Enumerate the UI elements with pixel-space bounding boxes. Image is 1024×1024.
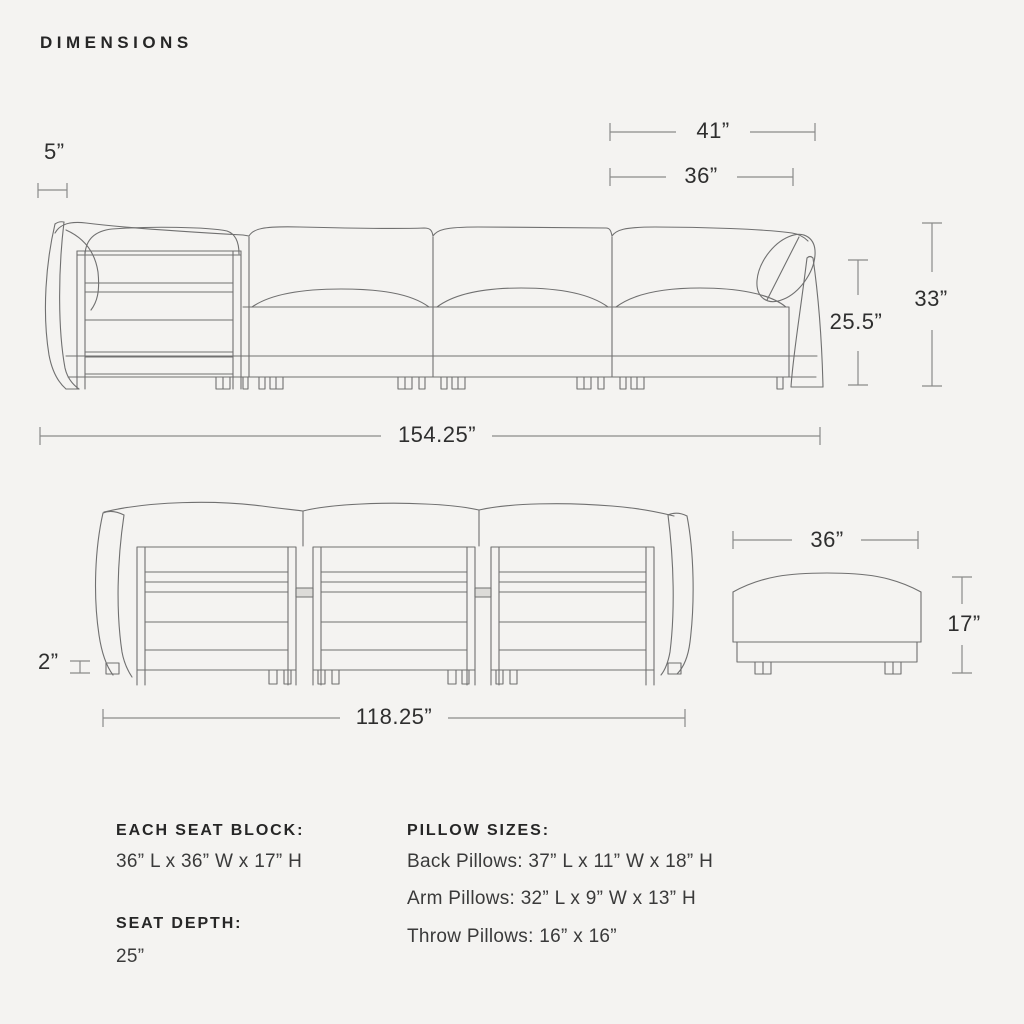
spec-value-seat-block: 36” L x 36” W x 17” H — [116, 851, 303, 872]
dim-label-leg-height: 2” — [38, 649, 59, 674]
dim-label-seat-module-width: 36” — [684, 163, 718, 188]
spec-heading-seat-block: EACH SEAT BLOCK: — [116, 822, 305, 839]
dimension-lines — [38, 123, 972, 727]
dim-label-overall-width: 154.25” — [397, 422, 477, 447]
sofa-back-view-drawing — [96, 502, 694, 685]
dim-label-ottoman-width: 36” — [810, 527, 844, 552]
dim-label-overall-height: 33” — [914, 286, 948, 311]
dim-label-arm-width: 5” — [44, 139, 65, 164]
spec-heading-pillow-sizes: PILLOW SIZES: — [407, 822, 550, 839]
spec-heading-seat-depth: SEAT DEPTH: — [116, 915, 243, 932]
sofa-front-view-drawing — [45, 222, 827, 389]
spec-line-throw-pillows: Throw Pillows: 16” x 16” — [407, 926, 617, 947]
dim-label-back-cushion-height: 25.5” — [829, 309, 883, 334]
ottoman-drawing — [733, 573, 921, 674]
dim-label-ottoman-height: 17” — [947, 611, 981, 636]
dim-label-back-module-width: 41” — [696, 118, 730, 143]
page-title: DIMENSIONS — [40, 33, 193, 52]
spec-line-arm-pillows: Arm Pillows: 32” L x 9” W x 13” H — [407, 888, 696, 909]
dim-label-back-width: 118.25” — [355, 704, 433, 729]
spec-value-seat-depth: 25” — [116, 946, 145, 967]
spec-line-back-pillows: Back Pillows: 37” L x 11” W x 18” H — [407, 851, 714, 872]
